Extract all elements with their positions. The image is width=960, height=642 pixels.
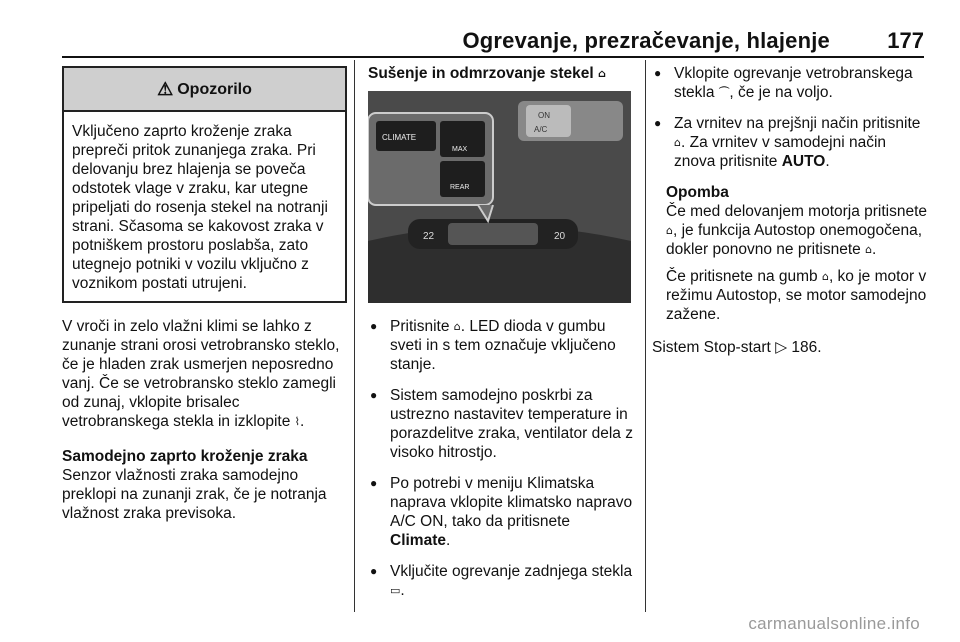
climate-panel-illustration (368, 91, 631, 303)
page-title: Ogrevanje, prezračevanje, hlajenje (462, 28, 830, 53)
windshield-defrost-icon: ⌂ (674, 136, 681, 149)
max-label: MAX (452, 146, 468, 153)
windshield-defrost-icon: ⌂ (666, 224, 673, 237)
note-block (652, 183, 930, 324)
windshield-defrost-icon: ⌂ (598, 67, 606, 80)
windshield-defrost-icon: ⌂ (865, 243, 873, 256)
page-ref-arrow-icon: ▷ (775, 339, 788, 356)
column-right (652, 64, 930, 357)
warning-text: Vključeno zaprto kroženje zraka prepreči pritok zunanjega zraka. Pri delovanju brez hlajenja se poveča odstotek vlage v zraku, kar utegne pripeljati do rosenja stekel na notranji strani. Sčasoma se kakovost zraka v potniškem prostoru poslabša, zato utegnejo potniki v vozilu vključno z voznikom postati utrujeni. (72, 123, 328, 292)
rear-label: REAR (450, 184, 470, 191)
front-window-heat-icon: ⏜ (718, 86, 730, 99)
windshield-defrost-icon: ⌂ (453, 320, 461, 333)
warning-triangle-icon: ⚠ (157, 78, 174, 99)
note-text: Če pritisnete na gumb ⌂, ko je motor v režimu Autostop, se motor samodejno zažene. (666, 268, 927, 323)
column-divider (645, 60, 646, 612)
note-text: Če med delovanjem motorja pritisnete ⌂, je funkcija Autostop onemogočena, dokler ponovno ne pritisnete ⌂. (666, 203, 928, 258)
list-item: ● Pritisnite ⌂. LED dioda v gumbu sveti in s tem označuje vključeno stanje. (368, 317, 633, 374)
rear-window-heat-icon: ▭ (390, 584, 401, 597)
header-divider (62, 56, 924, 58)
climate-label: CLIMATE (382, 133, 417, 142)
list-item: ● Vključite ogrevanje zadnjega stekla ▭. (368, 562, 633, 600)
note-label: Opomba (666, 184, 729, 201)
windshield-defrost-icon: ⌂ (821, 270, 829, 283)
watermark: carmanualsonline.info (748, 614, 920, 633)
paragraph: Senzor vlažnosti zraka samodejno preklopi na zunanji zrak, če je notranja vlažnost zraka previsoka. (62, 467, 327, 522)
ac-label: A/C (534, 125, 548, 134)
warning-header (64, 68, 345, 112)
warning-box (62, 66, 347, 303)
section-heading: Samodejno zaprto kroženje zraka (62, 448, 308, 465)
list-item: ● Za vrnitev na prejšnji način pritisnite ⌂. Za vrnitev v samodejni način znova pritisnite AUTO. (652, 114, 930, 171)
column-divider (354, 60, 355, 612)
column-middle (368, 64, 633, 612)
warning-title: Opozorilo (177, 80, 252, 98)
temp-left-label: 22 (423, 231, 435, 242)
page-number: 177 (887, 28, 924, 53)
on-label: ON (538, 111, 550, 120)
temp-right-label: 20 (554, 231, 566, 242)
list-item: ● Sistem samodejno poskrbi za ustrezno nastavitev temperature in porazdelitve zraka, ventilator dela z visoko hitrostjo. (368, 386, 633, 462)
column-left (62, 64, 347, 523)
list-item: ● Vklopite ogrevanje vetrobranskega stekla ⏜, če je na voljo. (652, 64, 930, 102)
cross-reference[interactable]: Sistem Stop-start ▷ 186. (652, 339, 822, 356)
bullet-list (368, 317, 633, 600)
list-item: ● Po potrebi v meniju Klimatska naprava vklopite klimatsko napravo A/C ON, tako da pritisnete Climate. (368, 474, 633, 550)
paragraph: V vroči in zelo vlažni klimi se lahko z zunanje strani orosi vetrobransko steklo, če je hladen zrak usmerjen neposredno vanj. Če se vetrobransko steklo zamegli od zunaj, vklopite brisalec vetrobranskega stekla in izklopite ⌇. (62, 318, 340, 430)
wiper-icon: ⌇ (294, 415, 301, 428)
climate-panel-photo (368, 91, 631, 303)
section-heading: Sušenje in odmrzovanje stekel ⌂ (368, 65, 606, 82)
bullet-list (652, 64, 930, 171)
